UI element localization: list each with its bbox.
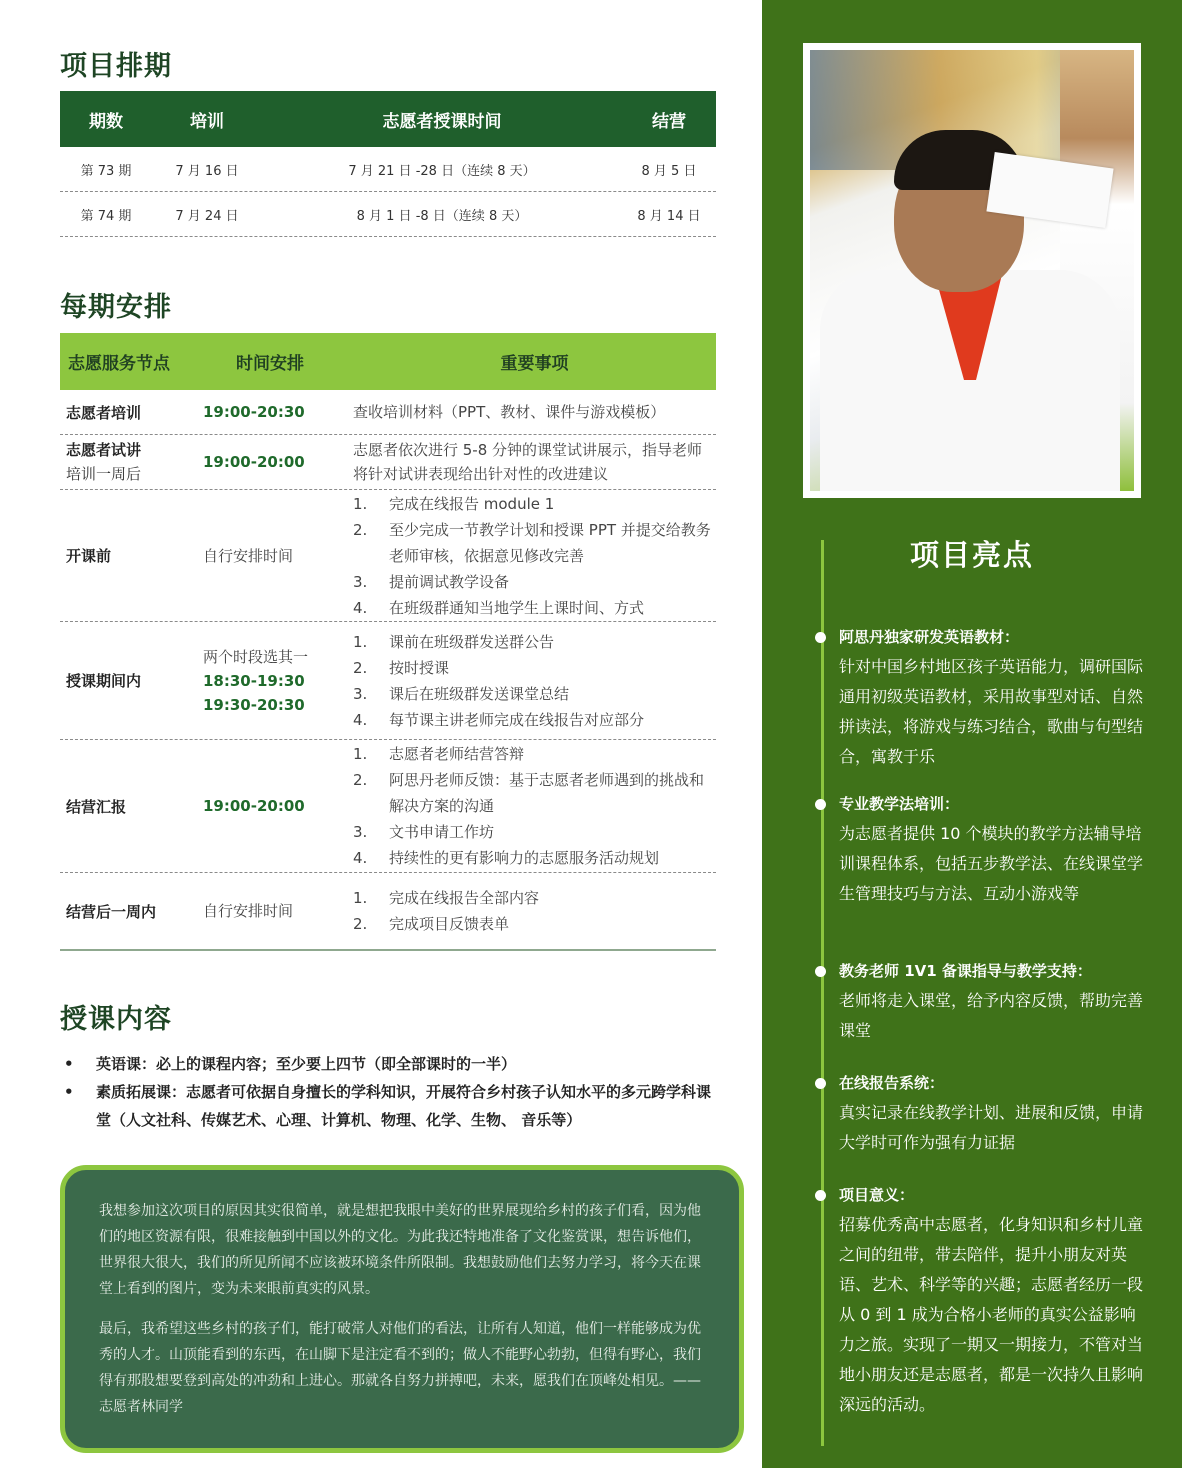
schedule-cell: 第 73 期: [80, 163, 132, 179]
schedule-cell: 第 74 期: [80, 208, 132, 224]
schedule-cell: 8 月 14 日: [637, 208, 701, 224]
highlight-text: 为志愿者提供 10 个模块的教学方法辅导培训课程体系，包括五步教学法、在线课堂学生管理技巧与方法、互动小游戏等: [839, 824, 1144, 903]
plan-node-label: 结营汇报: [66, 797, 127, 816]
plan-node-label: 授课期间内: [66, 672, 142, 690]
highlight-item: [839, 1180, 1149, 1420]
plan-time: [203, 544, 353, 568]
plan-item-text: 志愿者依次进行 5-8 分钟的课堂试讲展示，指导老师将针对试讲表现给出针对性的改进建议: [353, 441, 703, 483]
plan-time-plain: 两个时段选其一: [203, 647, 309, 666]
plan-time: [203, 899, 353, 923]
highlight-item: [839, 956, 1149, 1046]
plan-time: [203, 794, 353, 818]
plan-time-plain: 自行安排时间: [203, 546, 294, 565]
plan-node: [60, 670, 203, 691]
schedule-cell: 7 月 16 日: [175, 163, 239, 179]
table-row: [60, 622, 716, 740]
plan-header-items: 重要事项: [500, 354, 569, 374]
list-item: 4. 持续性的更有影响力的志愿服务活动规划: [353, 845, 716, 871]
highlight-text: 针对中国乡村地区孩子英语能力，调研国际通用初级英语教材，采用故事型对话、自然拼读法，将游戏与练习结合，歌曲与句型结合，寓教于乐: [839, 657, 1144, 766]
list-item: 2. 至少完成一节教学计划和授课 PPT 并提交给教务老师审核，依据意见修改完善: [353, 517, 716, 569]
schedule-cell: 8 月 1 日 -8 日（连续 8 天）: [356, 208, 528, 224]
list-item: 4. 每节课主讲老师完成在线报告对应部分: [353, 707, 716, 733]
highlight-text: 老师将走入课堂，给予内容反馈，帮助完善课堂: [839, 991, 1144, 1040]
plan-time-plain: 自行安排时间: [203, 902, 294, 920]
schedule-header-row: [60, 91, 716, 147]
schedule-cell: 7 月 21 日 -28 日（连续 8 天）: [348, 163, 536, 179]
plan-item-text: 阿思丹老师反馈：基于志愿者老师遇到的挑战和解决方案的沟通: [389, 771, 705, 815]
plan-item-text: 在班级群通知当地学生上课时间、方式: [389, 598, 645, 617]
content-title: 授课内容: [60, 1004, 172, 1035]
plan-header-row: [60, 333, 716, 390]
plan-node: [60, 545, 203, 566]
content-bullets: [60, 1050, 716, 1134]
list-item: 4. 在班级群通知当地学生上课时间、方式: [353, 595, 716, 621]
plan-node-label: 开课前: [66, 547, 112, 565]
list-item: • 英语课：必上的课程内容；至少要上四节（即全部课时的一半）: [60, 1050, 716, 1078]
plan-node: [60, 438, 203, 486]
table-row: [60, 490, 716, 622]
plan-node: [60, 901, 203, 922]
schedule-cell: 8 月 5 日: [641, 163, 697, 179]
list-item: • 素质拓展课：志愿者可依据自身擅长的学科知识，开展符合乡村孩子认知水平的多元跨学科课堂（人文社科、传媒艺术、心理、计算机、物理、化学、生物、 音乐等）: [60, 1078, 716, 1134]
plan-header-time: 时间安排: [236, 354, 304, 374]
highlight-title: 项目意义：: [839, 1180, 1149, 1210]
highlight-title: 在线报告系统：: [839, 1068, 1149, 1098]
quote-paragraph: 最后，我希望这些乡村的孩子们，能打破常人对他们的看法，让所有人知道，他们一样能够成为优秀的人才。山顶能看到的东西，在山脚下是注定看不到的；做人不能野心勃勃，但得有野心，我们得有那股想要登到高处的冲劲和上进心。那就各自努力拼搏吧，未来，愿我们在顶峰处相见。——志愿者林同学: [99, 1321, 701, 1415]
highlight-text: 真实记录在线教学计划、进展和反馈，申请大学时可作为强有力证据: [839, 1103, 1144, 1152]
plan-items: [353, 741, 716, 871]
highlight-item: [839, 789, 1149, 909]
plan-node: [60, 796, 203, 817]
plan-node-label: 结营后一周内: [66, 902, 157, 921]
highlight-title: 阿思丹独家研发英语教材：: [839, 622, 1149, 652]
highlights-panel: [762, 0, 1182, 1468]
plan-items: [353, 885, 716, 937]
plan-item-text: 持续性的更有影响力的志愿服务活动规划: [389, 849, 660, 867]
plan-table: [60, 333, 716, 951]
schedule-cell: 7 月 24 日: [175, 208, 239, 224]
highlight-item: [839, 1068, 1149, 1158]
plan-time: [203, 400, 353, 424]
table-row: [60, 147, 716, 192]
plan-item-text: 课前在班级群发送群公告: [389, 632, 555, 651]
highlight-item: [839, 622, 1149, 772]
plan-item-text: 完成在线报告 module 1: [389, 494, 555, 513]
plan-time-slot: 18:30-19:30: [203, 671, 305, 690]
quote-paragraph: 我想参加这次项目的原因其实很简单，就是想把我眼中美好的世界展现给乡村的孩子们看，因为他们的地区资源有限，很难接触到中国以外的文化。为此我还特地准备了文化鉴赏课，想告诉他们，世界很大很大，我们的所见所闻不应该被环境条件所限制。我想鼓励他们去努力学习，将今天在课堂上看到的图片，变为未来眼前真实的风景。: [99, 1203, 701, 1297]
list-item: 1. 完成在线报告 module 1: [353, 491, 716, 517]
list-item: 2. 阿思丹老师反馈：基于志愿者老师遇到的挑战和解决方案的沟通: [353, 767, 716, 819]
plan-item-text: 课后在班级群发送课堂总结: [389, 684, 570, 703]
plan-item-text: 完成项目反馈表单: [389, 915, 510, 933]
list-item: 3. 课后在班级群发送课堂总结: [353, 681, 716, 707]
table-row: [60, 435, 716, 490]
schedule-header-closing: 结营: [652, 111, 686, 132]
plan-item-text: 提前调试教学设备: [389, 572, 510, 591]
plan-node-label: 志愿者培训: [66, 403, 142, 422]
photo-frame: [803, 43, 1141, 498]
plan-item-text: 每节课主讲老师完成在线报告对应部分: [389, 710, 645, 729]
plan-node-sub: 培训一周后: [66, 465, 142, 483]
plan-item-text: 查收培训材料（PPT、教材、课件与游戏模板）: [353, 403, 666, 421]
plan-items: [353, 399, 716, 425]
schedule-table: [60, 91, 716, 237]
table-row: [60, 390, 716, 435]
plan-time-slot: 19:00-20:00: [203, 453, 305, 471]
list-item: 1. 志愿者老师结营答辩: [353, 741, 716, 767]
schedule-header-teaching: 志愿者授课时间: [382, 111, 502, 132]
plan-item-text: 完成在线报告全部内容: [389, 889, 540, 907]
list-item: 1. 完成在线报告全部内容: [353, 885, 716, 911]
highlight-text: 招募优秀高中志愿者，化身知识和乡村儿童之间的纽带，带去陪伴，提升小朋友对英语、艺术、科学等的兴趣；志愿者经历一段从 0 到 1 成为合格小老师的真实公益影响力之旅。实现了一期又一期接力，不管对当地小朋友还是志愿者，都是一次持久且影响深远的活动。: [839, 1215, 1144, 1414]
plan-item-text: 按时授课: [389, 658, 450, 677]
volunteer-quote: [60, 1165, 744, 1453]
highlights-title: 项目亮点: [909, 538, 1034, 572]
plan-time: [203, 645, 353, 717]
timeline-line: [821, 540, 824, 1446]
plan-item-text: 至少完成一节教学计划和授课 PPT 并提交给教务老师审核，依据意见修改完善: [389, 520, 711, 565]
plan-title: 每期安排: [60, 292, 172, 323]
highlight-title: 教务老师 1V1 备课指导与教学支持：: [839, 956, 1149, 986]
highlight-title: 专业教学法培训：: [839, 789, 1149, 819]
table-row: [60, 192, 716, 237]
plan-header-node: 志愿服务节点: [68, 354, 170, 374]
list-item: 3. 提前调试教学设备: [353, 569, 716, 595]
list-item: 3. 文书申请工作坊: [353, 819, 716, 845]
plan-time: [203, 450, 353, 474]
plan-items: [353, 491, 716, 621]
plan-time-slot: 19:00-20:00: [203, 797, 305, 815]
schedule-header-period: 期数: [89, 111, 123, 132]
plan-item-text: 文书申请工作坊: [389, 823, 495, 841]
plan-items: [353, 629, 716, 733]
schedule-header-training: 培训: [190, 111, 224, 132]
children-photo: [810, 50, 1134, 491]
schedule-title: 项目排期: [60, 51, 172, 82]
plan-time-slot: 19:00-20:30: [203, 403, 305, 421]
list-item: 2. 按时授课: [353, 655, 716, 681]
plan-node: [60, 402, 203, 423]
plan-items: [353, 438, 716, 486]
table-row: [60, 873, 716, 949]
list-item: 2. 完成项目反馈表单: [353, 911, 716, 937]
plan-time-slot: 19:30-20:30: [203, 695, 305, 714]
plan-node-label: 志愿者试讲: [66, 441, 142, 459]
table-row: [60, 740, 716, 873]
plan-item-text: 志愿者老师结营答辩: [389, 745, 525, 763]
list-item: 1. 课前在班级群发送群公告: [353, 629, 716, 655]
